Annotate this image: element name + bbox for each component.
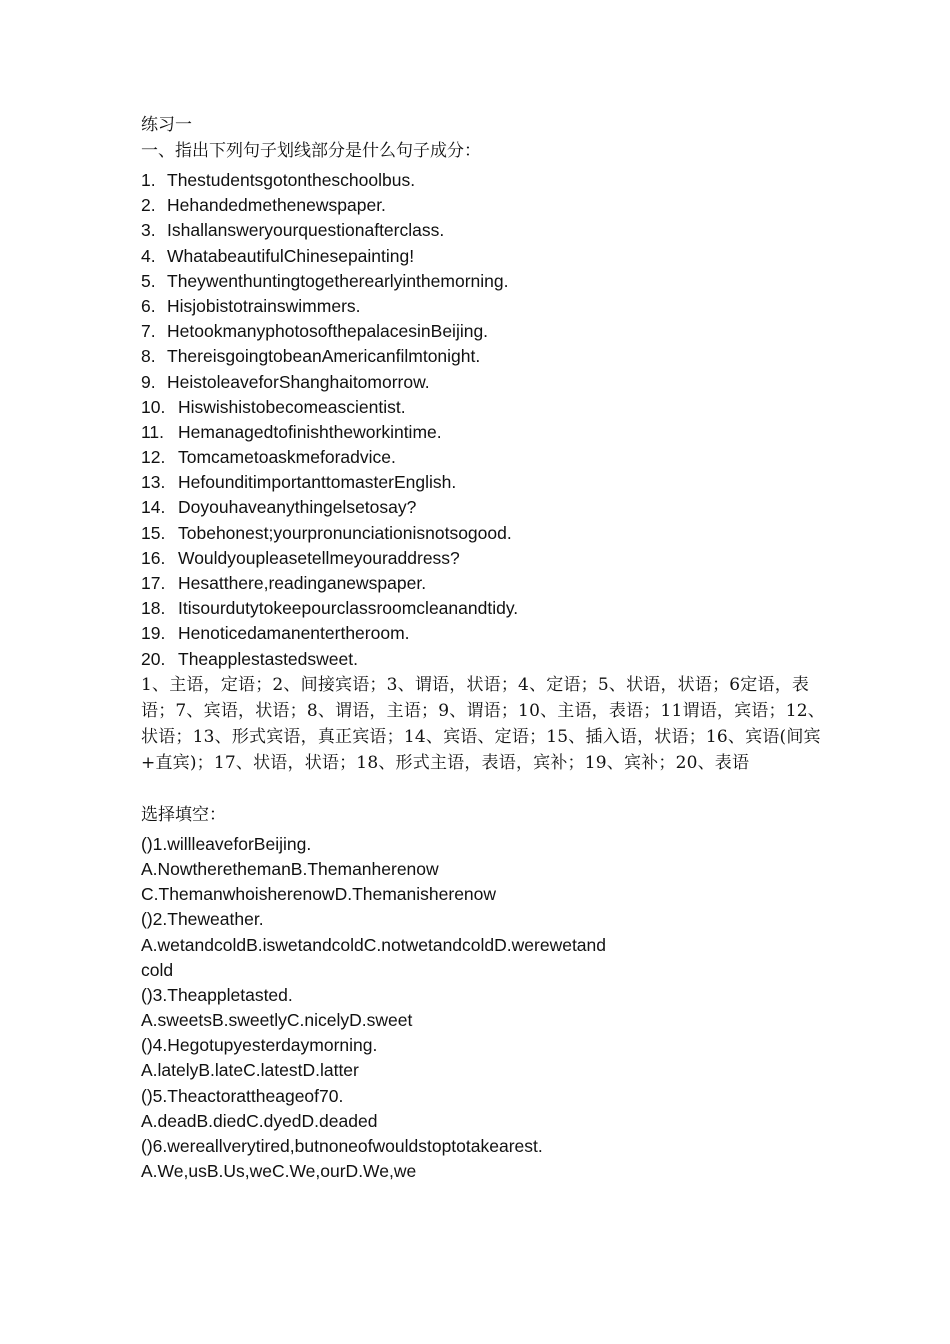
item-text: HefounditimportanttomasterEnglish. xyxy=(178,472,457,493)
options-line: A.sweetsB.sweetlyC.nicelyD.sweet xyxy=(141,1010,413,1031)
item-text: HetookmanyphotosofthepalacesinBeijing. xyxy=(167,321,489,342)
list-item xyxy=(141,420,831,445)
list-item xyxy=(141,571,831,596)
list-item xyxy=(141,294,831,319)
options-line: A.deadB.diedC.dyedD.deaded xyxy=(141,1110,378,1131)
item-number: 16. xyxy=(141,547,166,568)
item-text: Itisourdutytokeepourclassroomcleanandtidy. xyxy=(178,598,519,619)
item-text: Theywenthuntingtogetherearlyinthemorning. xyxy=(167,270,509,291)
options-line: C.ThemanwhoisherenowD.Themanisherenow xyxy=(141,884,497,905)
options-line: A.We,usB.Us,weC.We,ourD.We,we xyxy=(141,1161,417,1182)
item-number: 13. xyxy=(141,472,166,493)
item-number: 2. xyxy=(141,195,156,216)
list-item xyxy=(141,647,831,672)
item-number: 4. xyxy=(141,245,156,266)
item-number: 20. xyxy=(141,648,166,669)
item-number: 10. xyxy=(141,396,166,417)
item-text: ThereisgoingtobeanAmericanfilmtonight. xyxy=(167,346,481,367)
item-text: Thestudentsgotontheschoolbus. xyxy=(167,170,416,190)
list-item xyxy=(141,370,831,395)
item-number: 1. xyxy=(141,170,156,190)
exercise-title: 练习一 xyxy=(141,115,192,135)
list-item xyxy=(141,395,831,420)
question-line: ()1.willleaveforBeijing. xyxy=(141,833,312,854)
item-number: 6. xyxy=(141,295,156,316)
list-item xyxy=(141,344,831,369)
item-number: 12. xyxy=(141,447,166,468)
item-number: 18. xyxy=(141,598,166,619)
question-line: ()6.wereallverytired,butnoneofwouldstoptotakearest. xyxy=(141,1136,543,1156)
item-number: 17. xyxy=(141,573,166,593)
list-item xyxy=(141,193,831,218)
item-text: Hiswishistobecomeascientist. xyxy=(178,396,406,417)
item-text: Hehandedmethenewspaper. xyxy=(167,195,386,216)
item-number: 9. xyxy=(141,371,156,392)
list-item xyxy=(141,546,831,571)
list-item xyxy=(141,168,831,193)
question-line: ()4.Hegotupyesterdaymorning. xyxy=(141,1035,378,1056)
list-item xyxy=(141,244,831,269)
item-number: 7. xyxy=(141,321,156,342)
item-number: 11. xyxy=(141,421,165,442)
item-text: Hisjobistotrainswimmers. xyxy=(167,295,361,316)
list-item xyxy=(141,521,831,546)
question-list xyxy=(141,168,831,672)
item-text: Tomcametoaskmeforadvice. xyxy=(178,447,396,468)
list-item xyxy=(141,495,831,520)
item-number: 3. xyxy=(141,220,156,241)
options-line: A.NowtherethemanB.Themanherenow xyxy=(141,858,439,879)
item-number: 14. xyxy=(141,497,166,518)
options-line: A.wetandcoldB.iswetandcoldC.notwetandcoldD.werewetand xyxy=(141,934,606,955)
question-line: ()2.Theweather. xyxy=(141,909,264,930)
list-item xyxy=(141,621,831,646)
item-text: WhatabeautifulChinesepainting! xyxy=(167,245,415,266)
list-item xyxy=(141,445,831,470)
item-number: 19. xyxy=(141,623,166,644)
item-text: Tobehonest;yourpronunciationisnotsogood. xyxy=(178,522,512,543)
document-page xyxy=(141,112,831,1184)
list-item xyxy=(141,596,831,621)
section-instruction: 一、指出下列句子划线部分是什么句子成分： xyxy=(141,141,481,161)
item-text: Ishallansweryourquestionafterclass. xyxy=(167,220,445,241)
item-text: Theapplestastedsweet. xyxy=(178,648,358,669)
options-line: cold xyxy=(141,959,174,980)
options-line: A.latelyB.lateC.latestD.latter xyxy=(141,1060,359,1081)
list-item xyxy=(141,470,831,495)
item-text: Hemanagedtofinishtheworkintime. xyxy=(178,421,442,442)
answer-key: 1、主语，定语；2、间接宾语；3、谓语，状语；4、定语；5、状语，状语；6定语，表语；7、宾语，状语；8、谓语，主语；9、谓语；10、主语，表语；11谓语，宾语；12、状语；13、形式宾语，真正宾语；14、宾语、定语；15、插入语，状语；16、宾语(间宾+直宾)；17、状语，状语；18、形式主语，表语，宾补；19、宾补；20、表语 xyxy=(141,674,825,773)
item-text: Henoticedamanentertheroom. xyxy=(178,623,410,644)
item-number: 15. xyxy=(141,522,166,543)
section-title: 选择填空： xyxy=(141,804,226,825)
item-number: 5. xyxy=(141,270,156,291)
multiple-choice-list xyxy=(141,832,831,1185)
list-item xyxy=(141,218,831,243)
item-text: Wouldyoupleasetellmeyouraddress? xyxy=(178,547,460,568)
question-line: ()5.Theactorattheageof70. xyxy=(141,1085,344,1106)
item-text: HeistoleaveforShanghaitomorrow. xyxy=(167,371,430,392)
question-line: ()3.Theappletasted. xyxy=(141,984,293,1005)
list-item xyxy=(141,319,831,344)
list-item xyxy=(141,269,831,294)
item-number: 8. xyxy=(141,346,156,367)
item-text: Doyouhaveanythingelsetosay? xyxy=(178,497,417,518)
item-text: Hesatthere,readinganewspaper. xyxy=(178,573,427,593)
